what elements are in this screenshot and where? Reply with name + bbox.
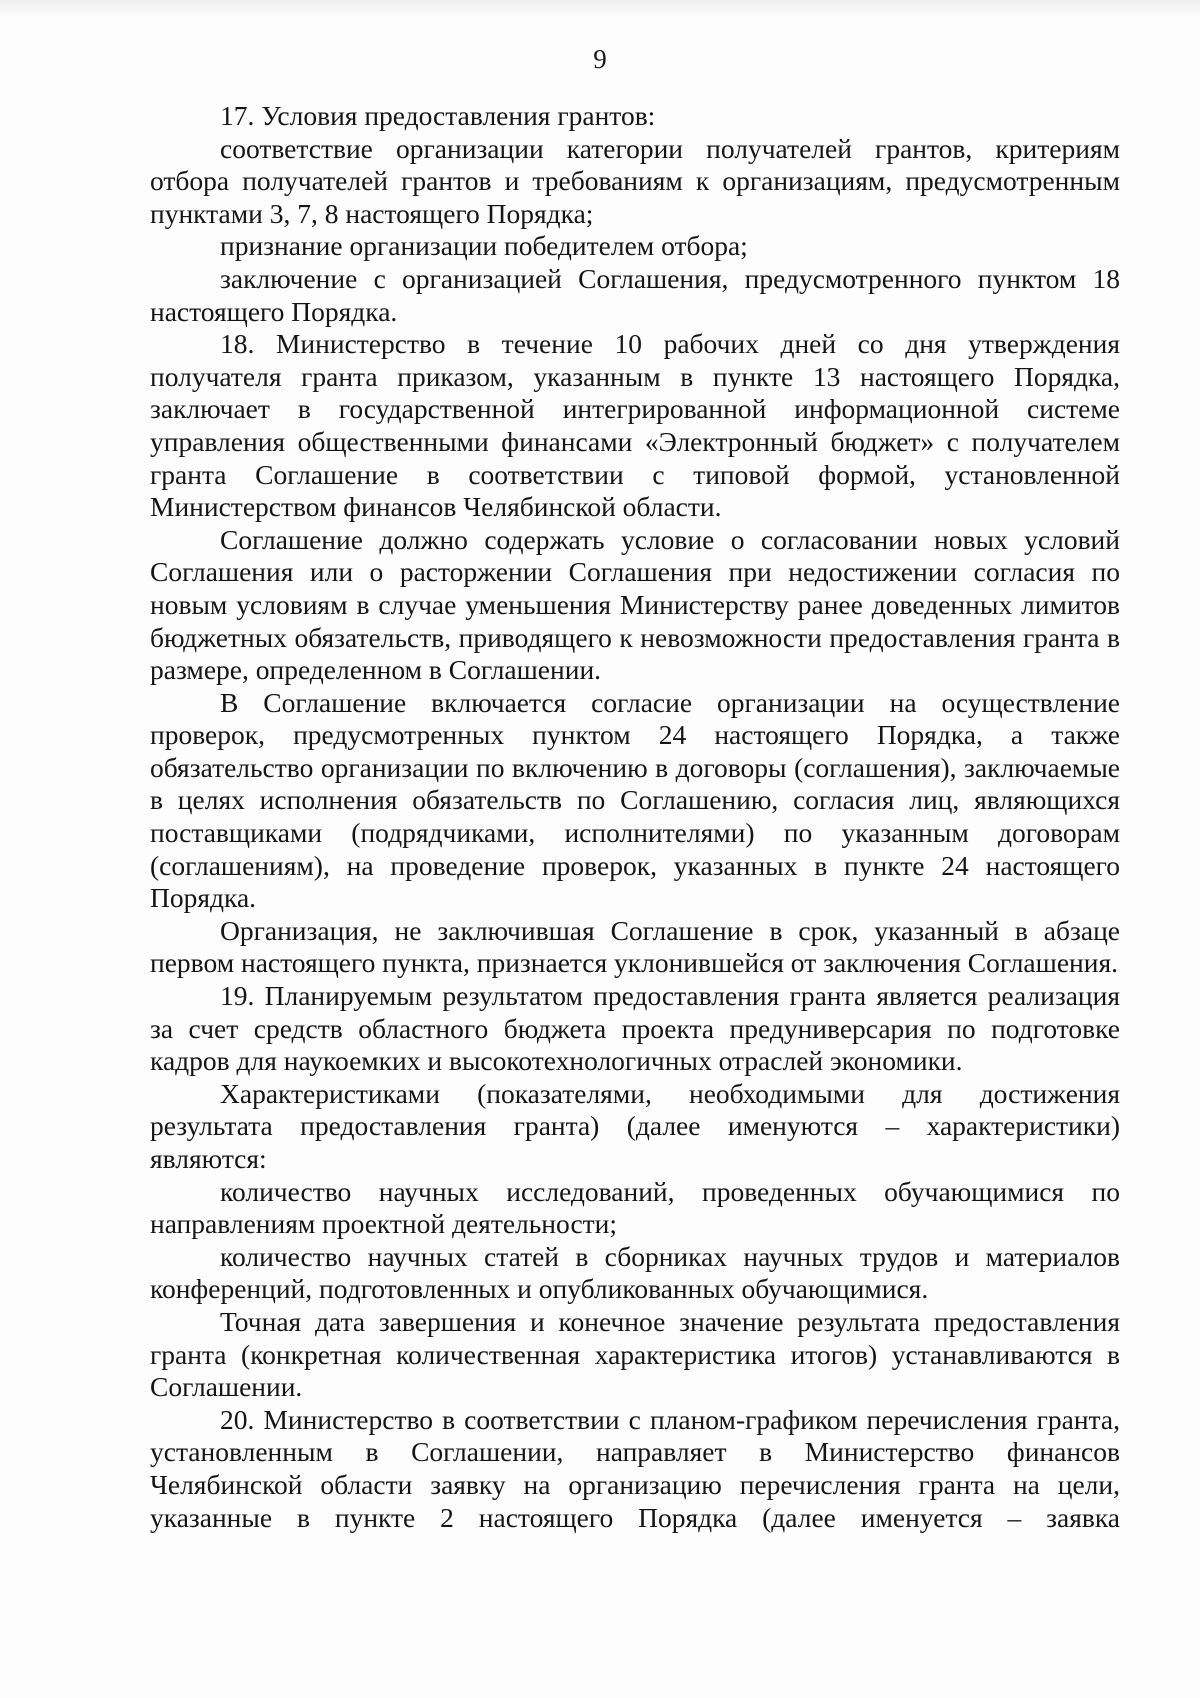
paragraph: 17. Условия предоставления грантов: [220, 100, 656, 131]
paragraph: В Соглашение включается согласие организации на осуществление проверок, предусмотренных пунктом 24 настоящего Порядка, а также обязательство организации по включению в договоры (соглашения), заключаемые в целях исполнения обязательств по Соглашению, согласия лиц, являющихся поставщиками (подрядчиками, исполнителями) по указанным договорам (соглашениям), на проведение проверок, указанных в пункте 24 настоящего Порядка. [150, 686, 1120, 914]
scan-edge-shadow [0, 0, 1200, 18]
paragraph: 18. Министерство в течение 10 рабочих дней со дня утверждения получателя гранта приказом, указанным в пункте 13 настоящего Порядка, заключает в государственной интегрированной информационной системе управления общественными финансами «Электронный бюджет» с получателем гранта Соглашение в соответствии с типовой формой, установленной Министерством финансов Челябинской области. [150, 328, 1120, 523]
paragraph: Характеристиками (показателями, необходимыми для достижения результата предоставления гранта) (далее именуются – характеристики) являются: [150, 1077, 1120, 1174]
paragraph: количество научных статей в сборниках научных трудов и материалов конференций, подготовленных и опубликованных обучающимися. [150, 1240, 1120, 1305]
paragraph: заключение с организацией Соглашения, предусмотренного пунктом 18 настоящего Порядка. [150, 262, 1120, 327]
page-number: 9 [593, 44, 607, 74]
paragraph: Организация, не заключившая Соглашение в срок, указанный в абзаце первом настоящего пункта, признается уклонившейся от заключения Соглашения. [150, 914, 1120, 979]
paragraph: Соглашение должно содержать условие о согласовании новых условий Соглашения или о расторжении Соглашения при недостижении согласия по новым условиям в случае уменьшения Министерству ранее доведенных лимитов бюджетных обязательств, приводящего к невозможности предоставления гранта в размере, определенном в Соглашении. [150, 523, 1120, 686]
paragraph: признание организации победителем отбора; [220, 230, 748, 262]
paragraph: соответствие организации категории получателей грантов, критериям отбора получателей грантов и требованиям к организациям, предусмотренным пунктами 3, 7, 8 настоящего Порядка; [150, 132, 1120, 229]
paragraph: Точная дата завершения и конечное значение результата предоставления гранта (конкретная количественная характеристика итогов) устанавливаются в Соглашении. [150, 1305, 1120, 1403]
paragraph: 20. Министерство в соответствии с планом-графиком перечисления гранта, установленным в Соглашении, направляет в Министерство финансов Челябинской области заявку на организацию перечисления гранта на цели, указанные в пункте 2 настоящего Порядка (далее именуется – заявка [150, 1403, 1120, 1533]
paragraph: 19. Планируемым результатом предоставления гранта является реализация за счет средств областного бюджета проекта предуниверсария по подготовке кадров для наукоемких и высокотехнологичных отраслей экономики. [150, 980, 1120, 1077]
document-body [150, 100, 1120, 1534]
paragraph: количество научных исследований, проведенных обучающимися по направлениям проектной деятельности; [150, 1175, 1120, 1240]
